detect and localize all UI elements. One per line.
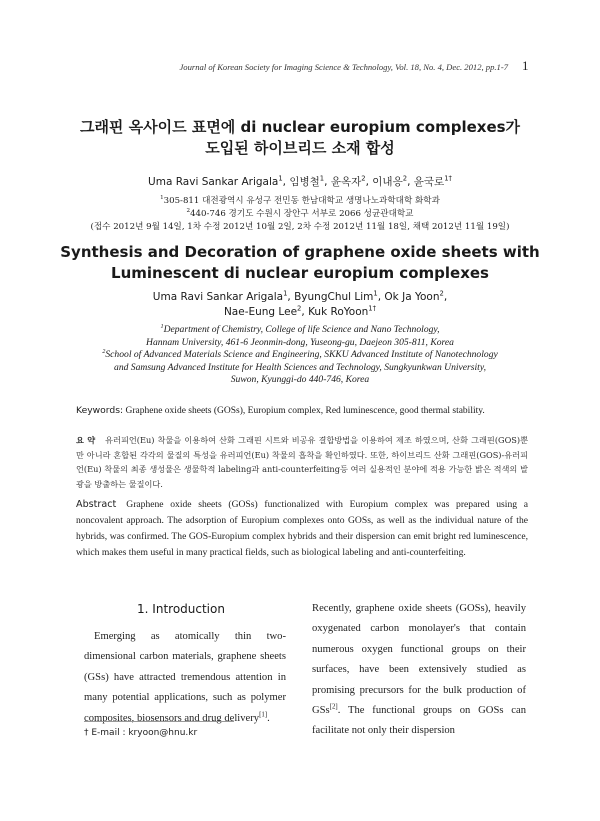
korean-abstract-label: 요 약 <box>76 435 96 445</box>
author-sup: 1 <box>319 174 325 183</box>
aff-sup: 1 <box>160 322 164 330</box>
author-name: 이내응 <box>372 176 403 188</box>
intro-paragraph <box>312 599 526 742</box>
citation: [1] <box>259 711 268 719</box>
english-title-line1: Synthesis and Decoration of graphene oxide sheets with <box>60 243 540 261</box>
author-sup: 2 <box>361 174 366 183</box>
journal-header: Journal of Korean Society for Imaging Science & Technology, Vol. 18, No. 4, Dec. 2012, pp.1-7 <box>179 62 508 72</box>
author-name: Kuk RoYoon <box>308 306 369 318</box>
author-name: Nae-Eung Lee <box>223 306 298 318</box>
intro-paragraph <box>84 627 286 729</box>
intro-right-text: Recently, graphene oxide sheets (GOSs), heavily oxygenated carbon monolayer's that contain numerous oxygen functional groups on their surfaces, have been extensively studied as promising precursors for the bulk production of GSs <box>312 603 526 717</box>
korean-affiliations <box>40 195 560 234</box>
abstract-label: Abstract <box>76 499 117 510</box>
english-affiliation-2 <box>40 349 560 362</box>
english-affiliation-2-line2: and Samsung Advanced Institute for Health Sciences and Technology, Sungkyunkwan University, <box>114 361 486 373</box>
korean-title-line1: 그래핀 옥사이드 표면에 di nuclear europium complexes가 <box>79 118 521 136</box>
page-number: 1 <box>522 58 529 73</box>
korean-affiliation-1 <box>40 195 560 208</box>
aff-sup: 2 <box>102 347 106 355</box>
abstract <box>76 497 528 561</box>
author-name: 윤옥자 <box>330 176 362 188</box>
aff-text: 440-746 경기도 수원시 장안구 서부로 2066 성균관대학교 <box>190 209 414 219</box>
keywords-text: Graphene oxide sheets (GOSs), Europium complex, Red luminescence, good thermal stability. <box>125 406 485 416</box>
english-affiliation-2-line3: Suwon, Kyunggi-do 440-746, Korea <box>230 374 370 385</box>
author-sup: 1† <box>444 174 452 183</box>
author-sup: 2 <box>439 289 444 298</box>
author-sup: 2 <box>297 304 302 313</box>
korean-title <box>40 117 560 159</box>
aff-sup: 1 <box>160 195 164 202</box>
section-heading-introduction: 1. Introduction <box>137 602 225 616</box>
author-name: Uma Ravi Sankar Arigala <box>148 176 279 188</box>
english-affiliations <box>40 324 560 387</box>
korean-abstract <box>76 433 528 491</box>
author-name: Ok Ja Yoon <box>384 291 440 303</box>
keywords-label: Keywords: <box>76 405 124 416</box>
aff-text: Department of Chemistry, College of life Science and Nano Technology, <box>163 324 440 335</box>
english-title-line2: Luminescent di nuclear europium complexes <box>111 264 489 282</box>
english-authors: Uma Ravi Sankar Arigala$^1$, ByungChul Lim$^1$, Ok Ja Yoon$^2$, Nae-Eung Lee$^2$, Kuk RoYoon$^{1\dagger}$ <box>152 289 448 318</box>
submission-dates: (접수 2012년 9월 14일, 1차 수정 2012년 10월 2일, 2차 수정 2012년 11월 18일, 채택 2012년 11월 19일) <box>90 222 510 232</box>
intro-left-text: Emerging as atomically thin two-dimensional carbon materials, graphene sheets (GSs) have attracted tremendous attention in many potential applications, such as polymer composites, biosensors and drug delivery <box>84 631 286 724</box>
author-name: 윤국로 <box>413 176 445 188</box>
author-sup: 1 <box>283 289 288 298</box>
aff-sup: 2 <box>186 208 191 215</box>
citation: [2] <box>329 703 338 711</box>
author-sup: 1 <box>373 289 378 298</box>
abstract-text: Graphene oxide sheets (GOSs) functionalized with Europium complex was prepared using a noncovalent approach. The adsorption of Europium complexes onto GOSs, as well as the individual nature of the hybrids, was confirmed. The GOS-Europium complex hybrids and their dispersion can emit bright red luminescence, which makes them useful in many practical fields, such as biological labeling and anti-counterfeiting. <box>76 499 528 559</box>
aff-text: School of Advanced Materials Science and Engineering, SKKU Advanced Institute of Nanotechnology <box>105 349 498 360</box>
korean-abstract-text: 유러피언(Eu) 착물을 이용하여 산화 그래핀 시트와 비공유 결합방법을 이용하여 제조 하였으며, 산화 그래핀(GOS)뿐만 아니라 혼합된 각각의 물질의 특성을 유러피언(Eu) 착물의 흡착을 확인하였다. 또한, 하이브리드 산화 그래핀(GOS)-유러피언(Eu) 착물의 최종 생성물은 생물학적 labeling과 anti-counterfeiting등 여러 실용적인 분야에 적용 가능한 밝은 적색의 발광을 방출하는 물질이다. <box>76 435 528 489</box>
author-name: 임병철 <box>289 176 320 188</box>
author-sup: 2 <box>402 174 408 183</box>
intro-left-end: . <box>267 712 270 724</box>
author-name: ByungChul Lim <box>294 291 374 303</box>
korean-affiliation-2 <box>40 208 560 221</box>
footnote-rule <box>84 721 234 722</box>
intro-right-column <box>312 599 526 742</box>
aff-text: 305-811 대전광역시 유성구 전민동 한남대학교 생명나노과학대학 화학과 <box>163 196 440 206</box>
keywords <box>76 405 536 416</box>
english-affiliation-1-line2: Hannam University, 461-6 Jeonmin-dong, Yuseong-gu, Daejeon 305-811, Korea <box>146 336 454 348</box>
intro-left-column <box>84 627 286 729</box>
author-sup: 1† <box>368 304 377 313</box>
author-name: Uma Ravi Sankar Arigala <box>152 291 284 303</box>
english-affiliation-1 <box>40 324 560 337</box>
intro-right-end: . The functional groups on GOSs can facilitate not only their dispersion <box>312 705 526 737</box>
footnote-email: † E-mail : kryoon@hnu.kr <box>84 728 198 738</box>
author-sup: 1 <box>278 174 283 183</box>
english-title <box>40 242 560 284</box>
korean-title-line2: 도입된 하이브리드 소재 합성 <box>205 139 395 157</box>
korean-authors: Uma Ravi Sankar Arigala$^1$, 임병철$^1$, 윤옥자$^2$, 이내응$^2$, 윤국로$^{1\dagger}$ <box>148 174 452 188</box>
